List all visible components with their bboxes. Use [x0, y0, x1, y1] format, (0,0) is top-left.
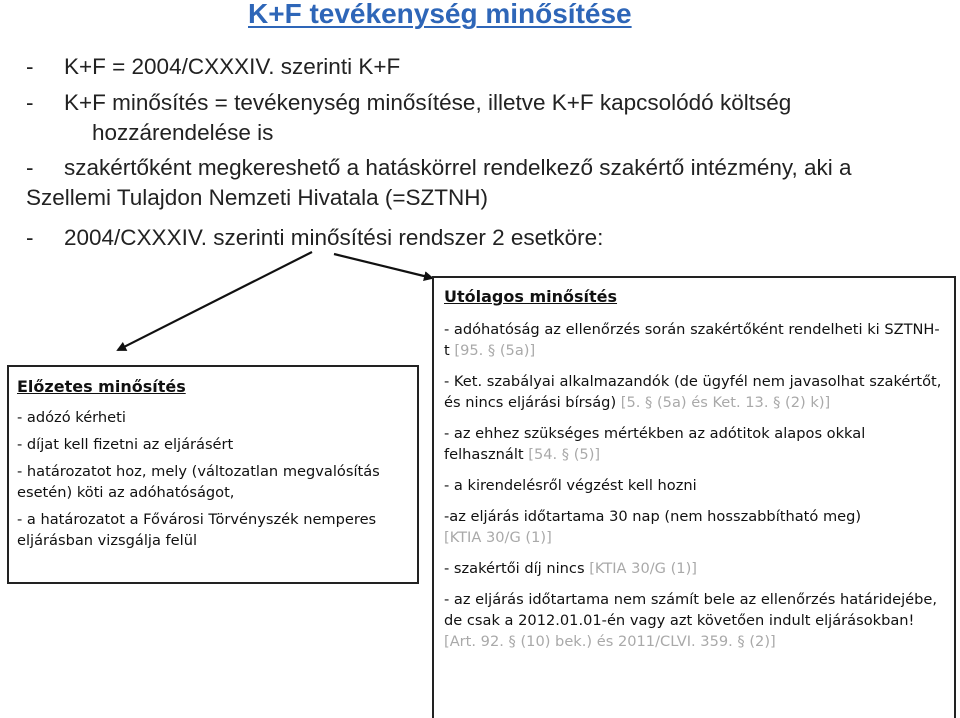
utolagos-item	[444, 371, 944, 413]
legal-reference: [KTIA 30/G (1)]	[589, 560, 697, 577]
elozetes-item: - díjat kell fizetni az eljárásért	[17, 436, 234, 453]
elozetes-minosites-box	[7, 365, 419, 584]
utolagos-item	[444, 558, 944, 579]
page-title: K+F tevékenység minősítése	[248, 0, 632, 29]
legal-reference: [KTIA 30/G (1)]	[444, 529, 552, 546]
item-text: - a kirendelésről végzést kell hozni	[444, 477, 697, 494]
utolagos-minosites-box	[432, 276, 956, 718]
item-text: - az ehhez szükséges mértékben az adótitok alapos okkal felhasznált	[444, 425, 866, 463]
bullet-text-line1: szakértőként megkereshető a hatáskörrel rendelkező szakértő intézmény, aki a	[64, 155, 852, 180]
legal-reference: [95. § (5a)]	[454, 342, 536, 359]
bullet-text-line1: K+F minősítés = tevékenység minősítése, illetve K+F kapcsolódó költség	[64, 90, 792, 115]
elozetes-item: - a határozatot a Fővárosi Törvényszék nemperes eljárásban vizsgálja felül	[17, 511, 377, 549]
item-text: -az eljárás időtartama 30 nap (nem hosszabbítható meg)	[444, 508, 862, 525]
utolagos-item	[444, 475, 944, 496]
utolagos-item	[444, 423, 944, 465]
item-text: - az eljárás időtartama nem számít bele az ellenőrzés határidejébe, de csak a 2012.01.01-én vagy azt követően indult eljárásokban!	[444, 591, 938, 629]
bullet-dash: -	[26, 54, 34, 79]
elozetes-heading: Előzetes minősítés	[17, 377, 186, 396]
bullet-text-line2: Szellemi Tulajdon Nemzeti Hivatala (=SZTNH)	[26, 185, 489, 210]
bullet-dash: -	[26, 225, 34, 250]
arrow-to-elozetes	[118, 252, 312, 350]
legal-reference: [54. § (5)]	[528, 446, 601, 463]
item-text: - adóhatóság az ellenőrzés során szakértőként rendelheti ki SZTNH-t	[444, 321, 940, 359]
bullet-dash: -	[26, 155, 34, 180]
utolagos-heading: Utólagos minősítés	[444, 287, 618, 306]
elozetes-item: - adózó kérheti	[17, 409, 126, 426]
bullet-dash: -	[26, 90, 34, 115]
arrow-to-utolagos	[334, 254, 432, 278]
legal-reference: [5. § (5a) és Ket. 13. § (2) k)]	[620, 394, 831, 411]
legal-reference: [Art. 92. § (10) bek.) és 2011/CLVI. 359. § (2)]	[444, 633, 776, 650]
elozetes-item: - határozatot hoz, mely (változatlan megvalósítás esetén) köti az adóhatóságot,	[17, 463, 380, 501]
utolagos-item	[444, 589, 944, 652]
bullet-text: 2004/CXXXIV. szerinti minősítési rendszer 2 esetköre:	[64, 225, 604, 250]
utolagos-item	[444, 319, 944, 361]
bullet-text: K+F = 2004/CXXXIV. szerinti K+F	[64, 54, 401, 79]
item-text: - Ket. szabályai alkalmazandók (de ügyfél nem javasolhat szakértőt, és nincs eljárási bírság)	[444, 373, 942, 411]
utolagos-item	[444, 506, 944, 548]
bullet-text-line2: hozzárendelése is	[92, 120, 274, 145]
item-text: - szakértői díj nincs	[444, 560, 585, 577]
